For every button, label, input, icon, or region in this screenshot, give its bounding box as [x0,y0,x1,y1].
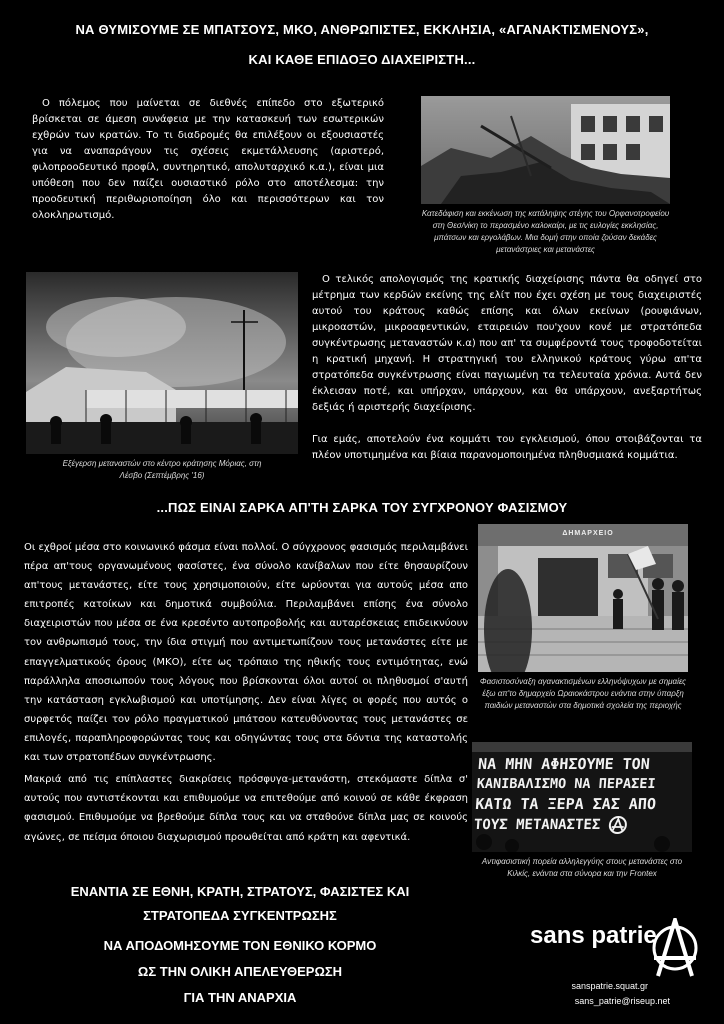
moria-photo [26,272,298,454]
footer-line-3: ΝΑ ΑΠΟΔΟΜΗΣΟΥΜΕ ΤΟΝ ΕΘΝΙΚΟ ΚΟΡΜΟ [103,938,377,953]
header-line-2: ΚΑΙ ΚΑΘΕ ΕΠΙΔΟΞΟ ΔΙΑΧΕΙΡΙΣΤΗ... [248,52,476,67]
header-line-1: ΝΑ ΘΥΜΙΣΟΥΜΕ ΣΕ ΜΠΑΤΣΟΥΣ, ΜΚΟ, ΑΝΘΡΩΠΙΣΤΕΣ, ΕΚΚΛΗΣΙΑ, «ΑΓΑΝΑΚΤΙΣΜΕΝΟΥΣ», [75,22,649,37]
demolition-photo-caption: Κατεδάφιση και εκκένωση της κατάληψης στέγης του Ορφανοτροφείου στη Θεσ/νίκη το περασμένο καλοκαίρι, με τις ευλογίες εκκλησίας, μπάτσων και εργολάβων. Μια δομή στην οποία ζούσαν δεκάδες μετανάστριες και μετανάστες [421,209,670,254]
detention-paragraph: Για εμάς, αποτελούν ένα κομμάτι του εγκλεισμού, όπου στοιβάζονται τα πλέον υποτιμημένα και βίαια παρανομοποιημένα πληθυσμιακά κομμάτια. [312,434,702,461]
footer-line-1: ΕΝΑΝΤΙΑ ΣΕ ΕΘΝΗ, ΚΡΑΤΗ, ΣΤΡΑΤΟΥΣ, ΦΑΣΙΣΤΕΣ ΚΑΙ [70,884,410,899]
banner-text-line-4: ΤΟΥΣ ΜΕΤΑΝΑΣΤΕΣ [473,817,601,833]
banner-photo [472,742,692,852]
banner-text-line-1: ΝΑ ΜΗΝ ΑΦΗΣΟΥΜΕ ΤΟΝ [477,755,651,773]
email-link[interactable]: sans_patrie@riseup.net [574,996,670,1006]
demolition-photo [421,96,670,204]
moria-photo-caption-line-2: Λέσβο (Σεπτέμβρης '16) [119,471,205,480]
footer-line-4: ΩΣ ΤΗΝ ΟΛΙΚΗ ΑΠΕΛΕΥΘΕΡΩΣΗ [137,964,343,979]
fascism-paragraph: Οι εχθροί μέσα στο κοινωνικό φάσμα είναι πολλοί. Ο σύγχρονος φασισμός περιλαμβάνει πέρα απ'τους οργανωμένους φασίστες, ένα σύνολο κανίβαλων που είτε θησαυρίζουν απ'τους μετανάστες, είτε τους χρησιμοποιούν, είτε ωρύονται για αυτούς μέσα απο επιτροπές κατοίκων και δημοτικά συμβούλια. Περιλαμβάνει επίσης ένα σύνολο διαχειριστών που μέσα σε ένα κρεσέντο αυτοπροβολής και αυταρέσκειας επιδεικνύουν τον ανθρωπισμό τους, την ίδια στιγμή που αντιμετωπίζουν τους μετανάστες είτε με επαγγελματικούς όρους (ΜΚΟ), είτε ως τρόπαιο της ηθικής τους εντιμότητας, ενώ παράλληλα αποσιωπούν τους λόγους που βρίσκονται όλοι αυτοί οι πληθυσμοί σ'αυτή την κατάσταση εγκλωβισμού και υποτίμησης. Δεν είναι λίγες οι φορές που αυτός ο συρφετός παίζει τον ρόλο πραγματικού μπάτσου κατευθύνοντας τους μετανάστες σε επιλογές, παραπληροφορώντας τους και οδηγώντας τους στα δόντια της καταστολής και των στρατοπέδων συγκέντρωσης. [24,542,468,764]
footer-line-5: ΓΙΑ ΤΗΝ ΑΝΑΡΧΙΑ [183,990,297,1005]
townhall-photo-caption: Φασιστοσύναξη αγανακτισμένων ελληνόψυχων με σημαίες έξω απ'το δημαρχείο Ωραιοκάστρου ενάντια στην ύπαρξη παιδιών μεταναστών στα δημοτικά σχολεία της περιοχής [479,677,687,710]
brand-logo-text: sans patrie [530,922,657,949]
website-link[interactable]: sanspatrie.squat.gr [571,981,648,991]
footer-line-2: ΣΤΡΑΤΟΠΕΔΑ ΣΥΓΚΕΝΤΡΩΣΗΣ [143,908,337,923]
solidarity-paragraph: Μακριά από τις επίπλαστες διακρίσεις πρόσφυγα-μετανάστη, στεκόμαστε δίπλα σ' αυτούς που αντιστέκονται και επιθυμούμε να επιτεθούμε από κοινού σε κάθε έκφραση φασισμού. Επιθυμούμε να βρεθούμε δίπλα τους και να σταθούνε δίπλα μας σε κοινούς αγώνες, σε πείσμα όποιου διαχωρισμού προωθείται από κράτη και αφεντικά. [24,774,468,843]
townhall-sign: ΔΗΜΑΡΧΕΙΟ [562,530,614,537]
intro-paragraph: Ο πόλεμος που μαίνεται σε διεθνές επίπεδο στο εξωτερικό βρίσκεται σε άμεση συνάφεια με την κατασκευή των εσωτερικών εχθρών των κρατών. Το τι διαδρομές θα επιλέξουν οι εξουσιαστές για να αναπαράγουν τις σχέσεις εκμετάλλευσης (αριστερό, φιλοπροοδευτικό προφίλ, συντηρητικό, απολυταρχικό κ.α.), είναι μια υπόθεση που δεν παίζει ουσιαστικό ρόλο στο αποτέλεσμα: την προοδευτική περιθωριοποίηση όλο και περισσότερων και τον ολοκληρωτισμό. [32,98,384,221]
banner-text-line-2: ΚΑΝΙΒΑΛΙΣΜΟ ΝΑ ΠΕΡΑΣΕΙ [476,776,657,792]
subheading: ...ΠΩΣ ΕΙΝΑΙ ΣΑΡΚΑ ΑΠ'ΤΗ ΣΑΡΚΑ ΤΟΥ ΣΥΓΧΡΟΝΟΥ ΦΑΣΙΣΜΟΥ [156,500,568,515]
banner-text-line-3: ΚΑΤΩ ΤΑ ΞΕΡΑ ΣΑΣ ΑΠΟ [474,795,657,813]
anarchy-symbol-icon [609,816,628,834]
moria-photo-caption-line-1: Εξέγερση μεταναστών στο κέντρο κράτησης Μόριας, στη [62,459,262,468]
banner-photo-caption: Αντιφασιστική πορεία αλληλεγγύης στους μετανάστες στο Κιλκίς, ενάντια στα σύνορα και την Frontex [481,857,683,878]
anarchy-logo-icon [650,918,700,978]
state-management-paragraph: Ο τελικός απολογισμός της κρατικής διαχείρισης πάντα θα οδηγεί στο μέτρημα των κερδών εκείνης της ελίτ που έχει σχέση με τους διαχειριστές αυτού του κράτους καθώς επίσης και όλων εκείνων (ρουφιάνων, μικροαστών, μικροαφεντικών, εταιρειών που'χουν κονέ με στρατόπεδα συγκέντρωσης μεταναστών κ.α) που απ' τα συμφέροντά τους τροφοδοτείται η κρατική μηχανή. Η στρατηγική του ελληνικού κράτους γύρω απ'τα στρατόπεδα συγκέντρωσης είναι παγιωμένη τα τελευταία χρόνια. Αυτά δεν έκλεισαν ποτέ, και υπήρχαν, υπάρχουν, και θα υπάρχουν, ανεξαρτήτως δεξιάς ή αριστερής διαχείρισης. [312,274,702,413]
townhall-photo [478,524,688,672]
